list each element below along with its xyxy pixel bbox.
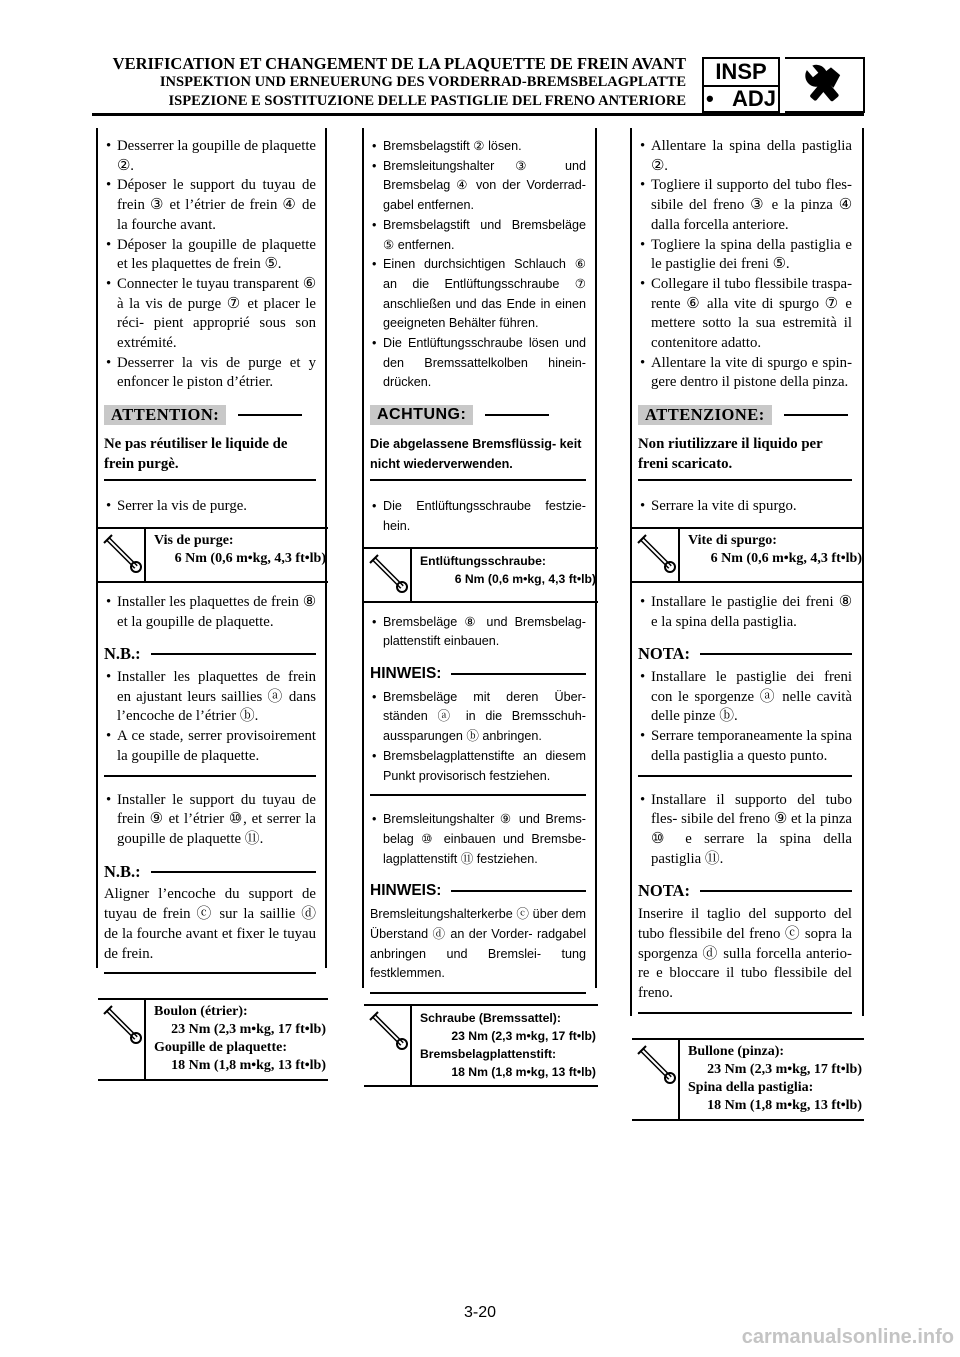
header-rule bbox=[92, 113, 864, 116]
note-title: NOTA: bbox=[638, 644, 690, 664]
step-5: • Desserrer la vis de purge et y enfoncer le piston d’étrier. bbox=[104, 354, 316, 393]
step-5: • Die Entlüftungsschraube lösen und den Bremssattelkolben hinein- drücken. bbox=[370, 334, 586, 393]
note-text: Aligner l’encoche du support de tuyau de frein ⓒ sur la saillie ⓓ de la fourche avant et fixer le tuyau de frein. bbox=[104, 886, 316, 962]
step-3: • Togliere la spina della pastiglia e le pastiglie dei freni ⑤. bbox=[638, 236, 852, 275]
step-7: • Installer les plaquettes de frein ⑧ et la goupille de plaquette. bbox=[104, 593, 316, 632]
step-1: • Desserrer la goupille de plaquette ②. bbox=[104, 137, 316, 176]
note-title: N.B.: bbox=[104, 644, 141, 664]
torque-wrench-icon bbox=[102, 1004, 144, 1046]
section-tag bbox=[702, 57, 780, 113]
torque-label: Schraube (Bremssattel): bbox=[420, 1010, 561, 1025]
torque-value: 18 Nm (1,8 m•kg, 13 ft•lb) bbox=[451, 1064, 596, 1079]
step-6: • Die Entlüftungsschraube festzie- hein. bbox=[370, 497, 586, 536]
torque-value: 6 Nm (0,6 m•kg, 4,3 ft•lb) bbox=[710, 550, 862, 566]
torque-label: Bremsbelagplattenstift: bbox=[420, 1046, 557, 1061]
step-2: • Togliere il supporto del tubo fles- sibile del freno ③ e la pinza ④ dalla forcella anteriore. bbox=[638, 176, 852, 235]
note-title: NOTA: bbox=[638, 881, 690, 901]
note-box bbox=[638, 881, 852, 1013]
step-1: • Allentare la spina della pastiglia ②. bbox=[638, 137, 852, 176]
caution-text: Ne pas réutiliser le liquide de frein purgè. bbox=[104, 435, 316, 481]
caution-title: ATTENTION: bbox=[104, 405, 226, 425]
step-8: • Installer le support du tuyau de frein ⑨ et l’étrier ⑩, et serrer la goupille de plaquette ⑪. bbox=[104, 791, 316, 850]
torque-spec-caliper bbox=[632, 1038, 864, 1121]
step-4: • Collegare il tubo flessibile traspa- rente ⑥ alla vite di spurgo ⑦ e mettere sotto la sua estremità il contenitore adatto. bbox=[638, 275, 852, 354]
step-4: • Connecter le tuyau transparent ⑥ à la vis de purge ⑦ et placer le réci- pient approprié sous son extrémité. bbox=[104, 275, 316, 354]
step-8: • Installare il supporto del tubo fles- sibile del freno ⑨ et la pinza ⑩ e serrare la spina della pastiglia ⑪. bbox=[638, 791, 852, 870]
note-box bbox=[638, 644, 852, 776]
section-tag-insp: INSP bbox=[704, 59, 778, 87]
torque-value: 18 Nm (1,8 m•kg, 13 ft•lb) bbox=[171, 1058, 326, 1074]
step-1: • Bremsbelagstift ② lösen. bbox=[370, 137, 586, 157]
torque-value: 23 Nm (2,3 m•kg, 17 ft•lb) bbox=[171, 1022, 326, 1038]
note-box bbox=[370, 664, 586, 796]
torque-wrench-icon bbox=[636, 1044, 678, 1086]
step-2: • Bremsleitungshalter ③ und Bremsbelag ④ von der Vorderrad- gabel entfernen. bbox=[370, 157, 586, 216]
torque-label: Goupille de plaquette: bbox=[154, 1040, 288, 1056]
watermark: carmanualsonline.info bbox=[741, 1326, 954, 1348]
note-text: Inserire il taglio del supporto del tubo flessibile del freno ⓒ sopra la sporgenza ⓓ sulla forcella anterio- re e bloccare il tubo flessibile del freno. bbox=[638, 906, 852, 1001]
caution-box bbox=[638, 405, 852, 481]
note-item: • Installer les plaquettes de frein en ajustant leurs saillies ⓐ dans l’encoche de l’étrier ⓑ. bbox=[104, 668, 316, 727]
header-title-de: INSPEKTION UND ERNEUERUNG DES VORDERRAD-BREMSBELAGPLATTE bbox=[159, 74, 686, 90]
column-italian bbox=[638, 137, 862, 1131]
caution-text: Die abgelassene Bremsflüssig- keit nicht wiederverwenden. bbox=[370, 435, 586, 481]
page-number: 3-20 bbox=[463, 1304, 497, 1321]
torque-value: 23 Nm (2,3 m•kg, 17 ft•lb) bbox=[451, 1028, 596, 1043]
step-6: • Serrer la vis de purge. bbox=[104, 497, 316, 517]
torque-label: Spina della pastiglia: bbox=[688, 1079, 814, 1095]
torque-spec-bleed-screw bbox=[98, 527, 328, 583]
note-box bbox=[104, 862, 316, 975]
note-text: Bremsleitungshalterkerbe ⓒ über dem Überstand ⓓ an der Vorder- radgabel anbringen und Bremslei- tung festklemmen. bbox=[370, 907, 586, 981]
note-box bbox=[370, 881, 586, 994]
torque-spec-caliper bbox=[98, 998, 328, 1081]
caution-title: ACHTUNG: bbox=[370, 405, 473, 425]
torque-value: 6 Nm (0,6 m•kg, 4,3 ft•lb) bbox=[174, 550, 326, 566]
note-box bbox=[104, 644, 316, 776]
torque-label: Entlüftungsschraube: bbox=[420, 553, 546, 568]
caution-box bbox=[370, 405, 586, 481]
step-5: • Allentare la vite di spurgo e spin- gere dentro il pistone della pinza. bbox=[638, 354, 852, 393]
header-title-it: ISPEZIONE E SOSTITUZIONE DELLE PASTIGLIE DEL FRENO ANTERIORE bbox=[168, 93, 686, 109]
step-8: • Bremsleitungshalter ⑨ und Brems- belag ⑩ einbauen und Bremsbe- lagplattenstift ⑪ festziehen. bbox=[370, 810, 586, 869]
torque-wrench-icon bbox=[368, 1010, 410, 1052]
step-6: • Serrare la vite di spurgo. bbox=[638, 497, 852, 517]
caution-box bbox=[104, 405, 316, 481]
torque-wrench-icon bbox=[636, 533, 678, 575]
note-item: • Serrare temporaneamente la spina della pastiglia a questo punto. bbox=[638, 727, 852, 766]
header-title-fr: VERIFICATION ET CHANGEMENT DE LA PLAQUETTE DE FREIN AVANT bbox=[112, 54, 686, 73]
page-header bbox=[92, 54, 686, 111]
torque-wrench-icon bbox=[368, 553, 410, 595]
step-3: • Bremsbelagstift und Bremsbeläge ⑤ entfernen. bbox=[370, 216, 586, 255]
torque-value: 23 Nm (2,3 m•kg, 17 ft•lb) bbox=[707, 1061, 862, 1077]
caution-text: Non riutilizzare il liquido per freni scaricato. bbox=[638, 435, 852, 481]
torque-label: Vite di spurgo: bbox=[688, 532, 777, 548]
note-item: • A ce stade, serrer provisoirement la goupille de plaquette. bbox=[104, 727, 316, 766]
torque-spec-bleed-screw bbox=[364, 547, 598, 603]
torque-spec-bleed-screw bbox=[632, 527, 864, 583]
torque-label: Boulon (étrier): bbox=[154, 1004, 248, 1020]
wrench-icon bbox=[785, 57, 865, 113]
torque-value: 18 Nm (1,8 m•kg, 13 ft•lb) bbox=[707, 1097, 862, 1113]
torque-value: 6 Nm (0,6 m•kg, 4,3 ft•lb) bbox=[454, 571, 596, 586]
section-tag-adj: • ADJ bbox=[704, 86, 791, 111]
note-item: • Installare le pastiglie dei freni con le sporgenze ⓐ nelle cavità delle pinze ⓑ. bbox=[638, 668, 852, 727]
torque-label: Bullone (pinza): bbox=[688, 1043, 785, 1059]
torque-label: Vis de purge: bbox=[154, 532, 234, 548]
step-4: • Einen durchsichtigen Schlauch ⑥ an die Entlüftungsschraube ⑦ anschließen und das Ende in einen geeigneten Behälter führen. bbox=[370, 255, 586, 334]
caution-title: ATTENZIONE: bbox=[638, 405, 772, 425]
column-french bbox=[104, 137, 326, 1091]
torque-wrench-icon bbox=[102, 533, 144, 575]
note-title: N.B.: bbox=[104, 861, 141, 881]
torque-spec-caliper bbox=[364, 1004, 598, 1087]
column-german bbox=[370, 137, 596, 1097]
note-title: HINWEIS: bbox=[370, 882, 442, 900]
step-2: • Déposer le support du tuyau de frein ③ et l’étrier de frein ④ de la fourche avant. bbox=[104, 176, 316, 235]
step-7: • Installare le pastiglie dei freni ⑧ e la spina della pastiglia. bbox=[638, 593, 852, 632]
note-item: • Bremsbelagplattenstifte an diesem Punkt provisorisch festziehen. bbox=[370, 747, 586, 786]
step-7: • Bremsbeläge ⑧ und Bremsbelag- plattenstift einbauen. bbox=[370, 613, 586, 652]
note-item: • Bremsbeläge mit deren Über- ständen ⓐ in die Bremsschuh- aussparungen ⓑ anbringen. bbox=[370, 688, 586, 747]
note-title: HINWEIS: bbox=[370, 665, 442, 683]
step-3: • Déposer la goupille de plaquette et les plaquettes de frein ⑤. bbox=[104, 236, 316, 275]
